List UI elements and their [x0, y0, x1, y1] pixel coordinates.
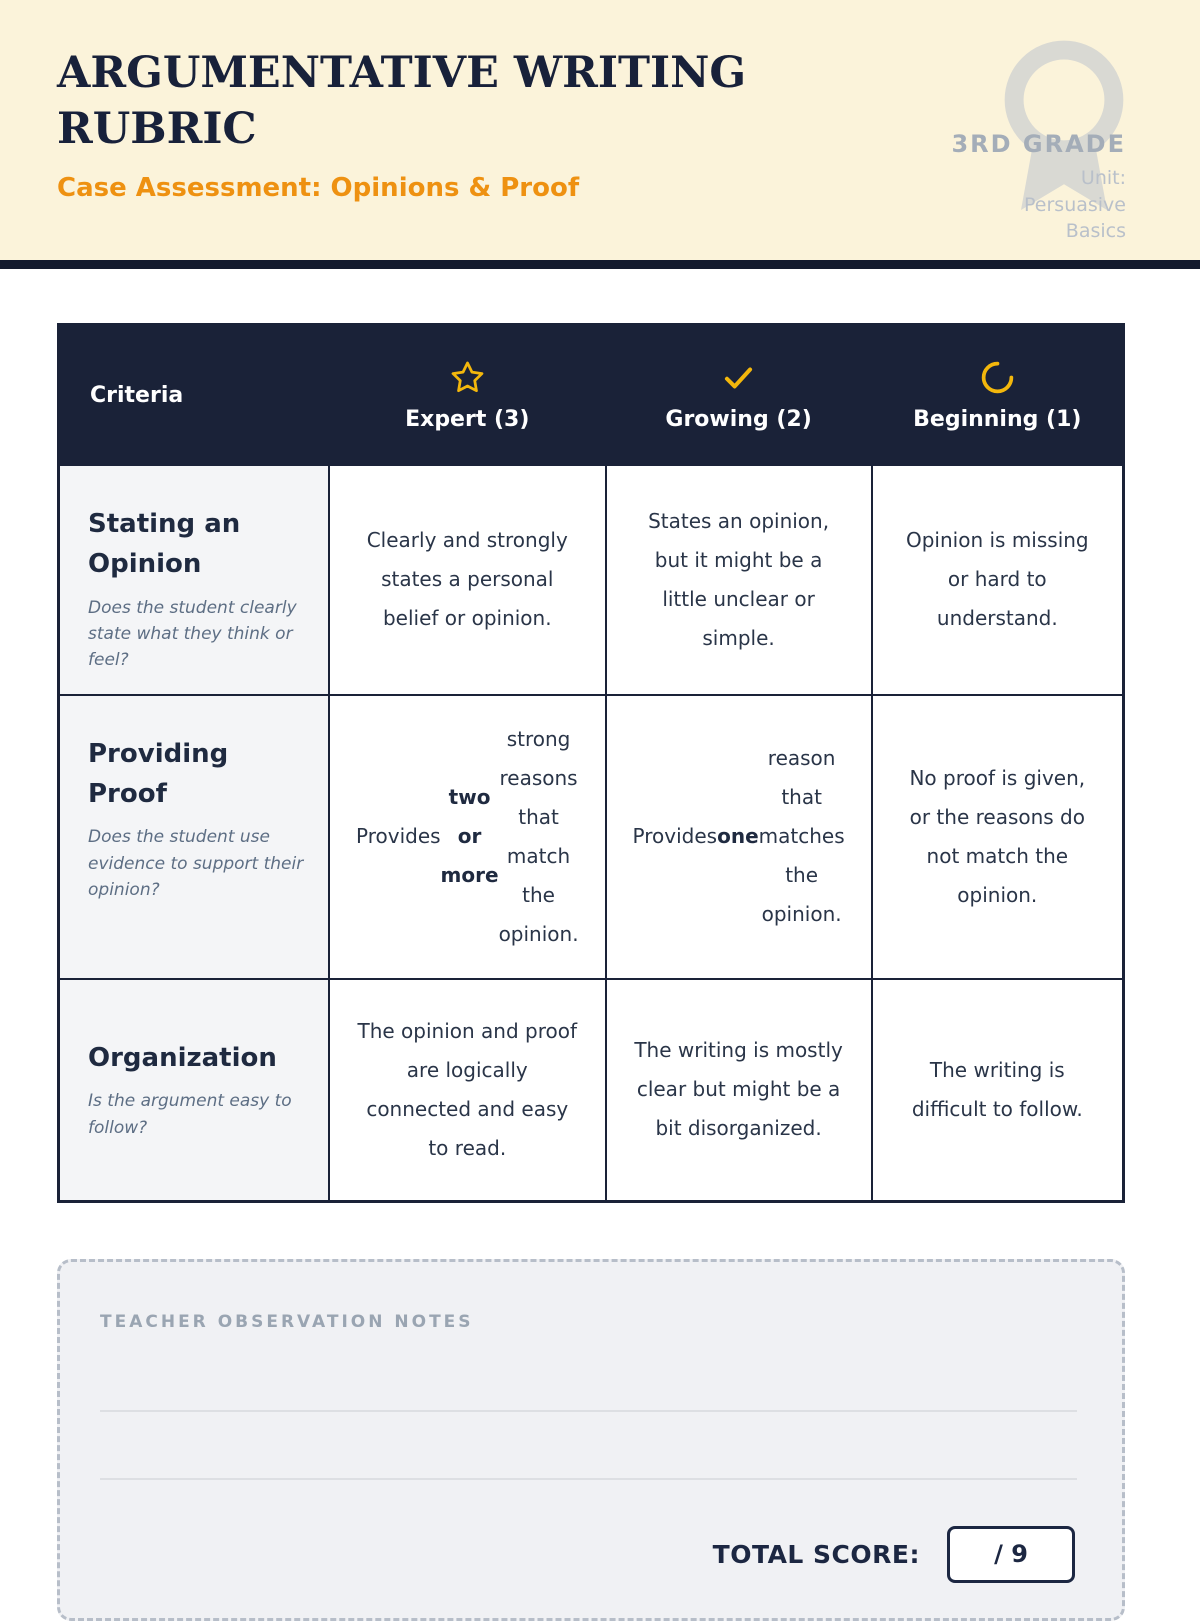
- criterion-question: Does the student clearly state what they think or feel?: [88, 597, 297, 671]
- grade-block: [951, 130, 1126, 245]
- rubric-cell: The writing is mostly clear but might be a bit disorganized.: [605, 978, 871, 1200]
- rubric-cell: No proof is given, or the reasons do not match the opinion.: [871, 694, 1122, 978]
- header-divider: [0, 260, 1200, 269]
- total-score-row: [100, 1526, 1077, 1583]
- rubric-cell: The writing is difficult to follow.: [871, 978, 1122, 1200]
- notes-label: TEACHER OBSERVATION NOTES: [100, 1311, 474, 1332]
- subtitle: Case Assessment: Opinions & Proof: [57, 172, 580, 203]
- page-title: ARGUMENTATIVE WRITING RUBRIC: [57, 48, 747, 154]
- criterion-question: Does the student use evidence to support their opinion?: [88, 827, 304, 900]
- rubric-table: [57, 323, 1125, 1203]
- criterion-name: Stating an Opinion: [88, 509, 241, 580]
- column-header-label: Expert (3): [405, 406, 530, 432]
- rubric-cell: Opinion is missing or hard to understand.: [871, 464, 1122, 694]
- rubric-cell: Provides one reason that matches the opinion.: [605, 694, 871, 978]
- rubric-cell: Clearly and strongly states a personal belief or opinion.: [328, 464, 605, 694]
- rubric-cell: The opinion and proof are logically connected and easy to read.: [328, 978, 605, 1200]
- note-line: [100, 1410, 1077, 1412]
- document-header: [0, 0, 1200, 260]
- teacher-notes-panel: [57, 1259, 1125, 1621]
- total-score-label: TOTAL SCORE:: [712, 1539, 920, 1569]
- criterion-organization: [60, 978, 328, 1200]
- rubric-cell: States an opinion, but it might be a little unclear or simple.: [605, 464, 871, 694]
- table-header-criteria: [60, 326, 328, 464]
- criterion-providing-proof: [60, 694, 328, 978]
- table-header-expert: [328, 326, 605, 464]
- column-header-label: Growing (2): [665, 406, 812, 432]
- rubric-cell: Provides two or more strong reasons that match the opinion.: [328, 694, 605, 978]
- table-header-beginning: [871, 326, 1122, 464]
- column-header-label: Beginning (1): [913, 406, 1082, 432]
- criteria-header-label: Criteria: [90, 382, 184, 408]
- table-header-growing: [605, 326, 871, 464]
- criterion-stating-an-opinion: [60, 464, 328, 694]
- score-box: / 9: [947, 1526, 1075, 1583]
- progress-circle-icon: [979, 359, 1016, 396]
- grade-label: 3RD GRADE: [951, 130, 1126, 158]
- unit-label: Unit: Persuasive Basics: [1024, 167, 1126, 243]
- check-icon: [720, 359, 757, 396]
- criterion-name: Organization: [88, 1043, 277, 1074]
- criterion-question: Is the argument easy to follow?: [88, 1091, 292, 1138]
- star-icon: [449, 359, 486, 396]
- criterion-name: Providing Proof: [88, 738, 229, 809]
- note-line: [100, 1478, 1077, 1480]
